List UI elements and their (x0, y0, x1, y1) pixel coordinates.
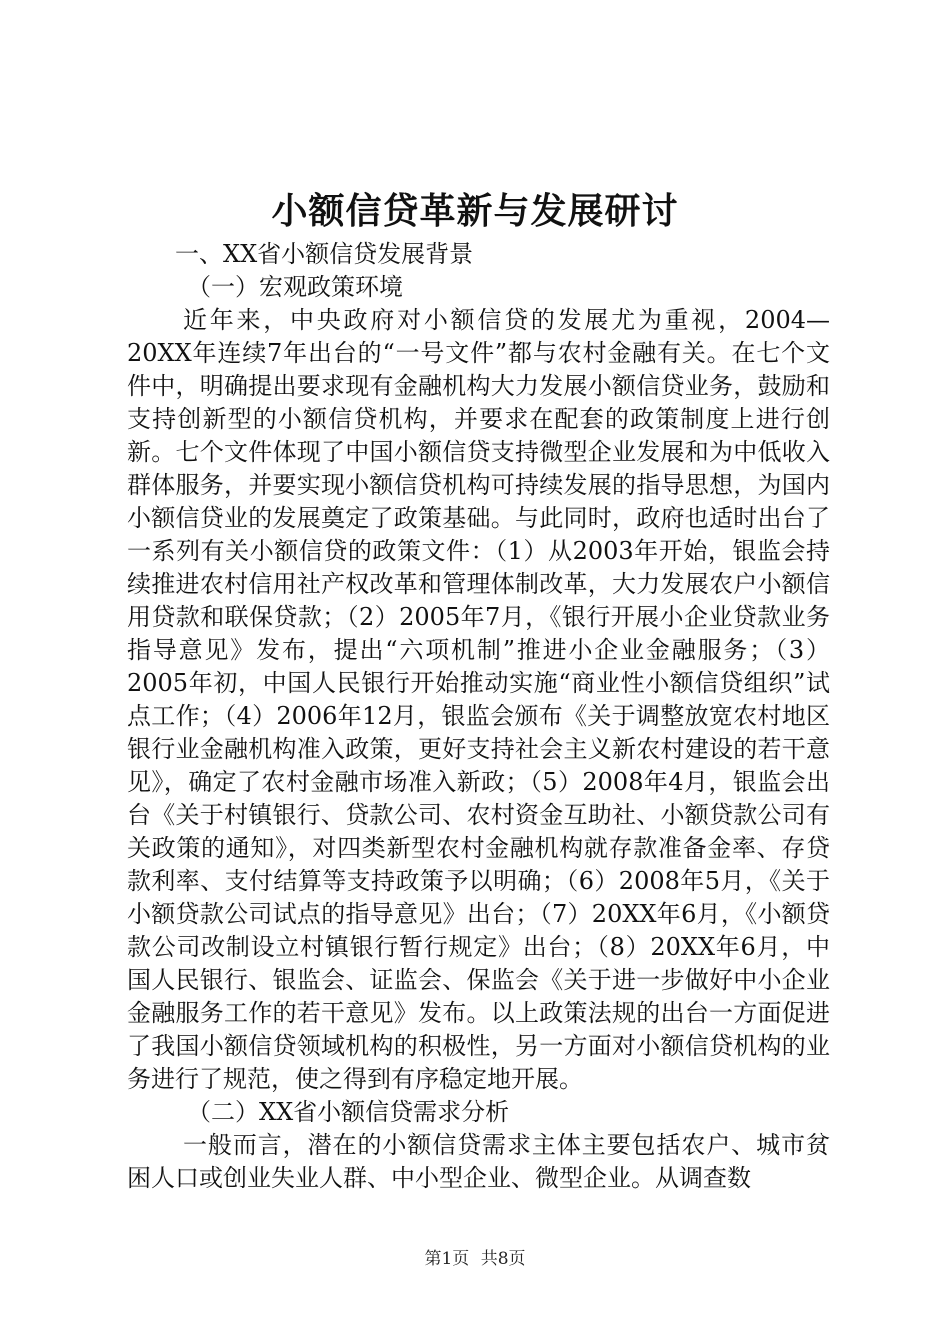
document-title: 小额信贷革新与发展研讨 (271, 190, 679, 232)
paragraph: 近年来，中央政府对小额信贷的发展尤为重视，2004—20XX年连续7年出台的“一号文件”都与农村金融有关。在七个文件中，明确提出要求现有金融机构大力发展小额信贷业务，鼓励和支持创新型的小额信贷机构，并要求在配套的政策制度上进行创新。七个文件体现了中国小额信贷支持微型企业发展和为中低收入群体服务，并要实现小额信贷机构可持续发展的指导思想，为国内小额信贷业的发展奠定了政策基础。与此同时，政府也适时出台了一系列有关小额信贷的政策文件：（1）从2003年开始，银监会持续推进农村信用社产权改革和管理体制改革，大力发展农户小额信用贷款和联保贷款；（2）2005年7月，《银行开展小企业贷款业务指导意见》发布，提出“六项机制”推进小企业金融服务；（3）2005年初，中国人民银行开始推动实施“商业性小额信贷组织”试点工作；（4）2006年12月，银监会颁布《关于调整放宽农村地区银行业金融机构准入政策，更好支持社会主义新农村建设的若干意见》，确定了农村金融市场准入新政；（5）2008年4月，银监会出台《关于村镇银行、贷款公司、农村资金互助社、小额贷款公司有关政策的通知》，对四类新型农村金融机构就存款准备金率、存贷款利率、支付结算等支持政策予以明确；（6）2008年5月，《关于小额贷款公司试点的指导意见》出台；（7）20XX年6月，《小额贷款公司改制设立村镇银行暂行规定》出台；（8）20XX年6月，中国人民银行、银监会、证监会、保监会《关于进一步做好中小企业金融服务工作的若干意见》发布。以上政策法规的出台一方面促进了我国小额信贷领域机构的积极性，另一方面对小额信贷机构的业务进行了规范，使之得到有序稳定地开展。 (127, 306, 830, 1093)
page-footer (0, 1244, 950, 1269)
page-number: 第1页 (424, 1249, 470, 1269)
paragraph: 一般而言，潜在的小额信贷需求主体主要包括农户、城市贫困人口或创业失业人群、中小型企业、微型企业。从调查数 (127, 1131, 830, 1192)
subsection-heading: （二）XX省小额信贷需求分析 (187, 1098, 510, 1126)
page-total: 共8页 (480, 1249, 526, 1269)
document-body (127, 238, 830, 1195)
section-heading: 一、XX省小额信贷发展背景 (175, 240, 474, 268)
subsection-heading: （一）宏观政策环境 (187, 273, 403, 301)
